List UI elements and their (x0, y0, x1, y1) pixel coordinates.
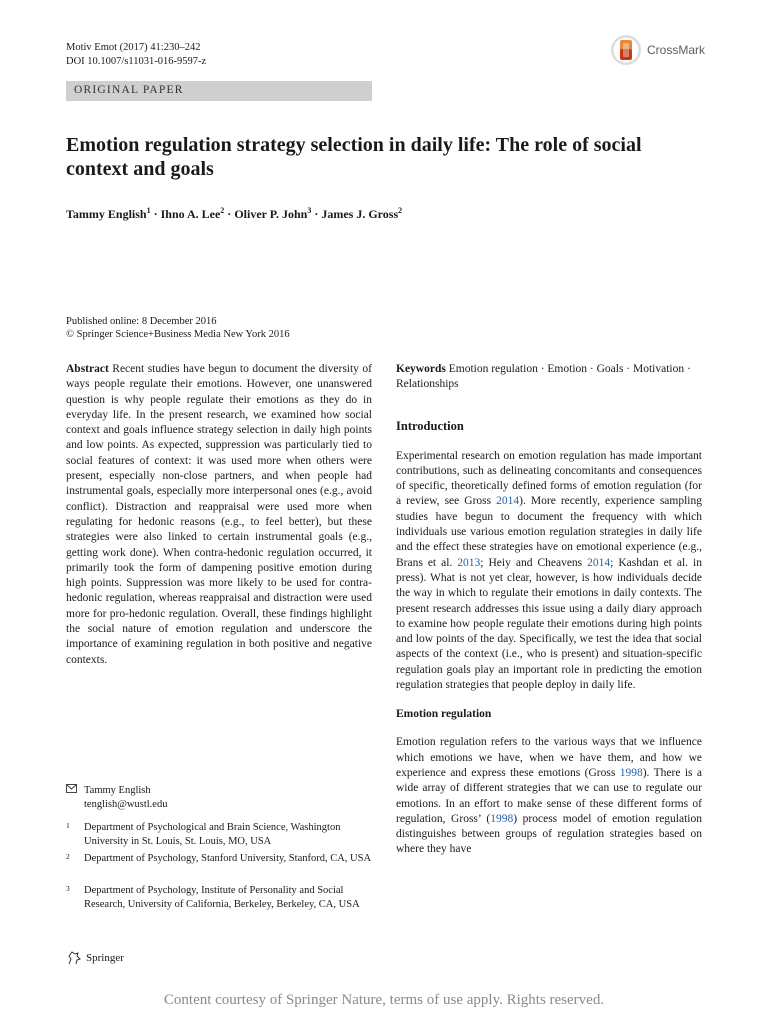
author-separator: · (224, 207, 235, 221)
affiliation-number: 3 (66, 884, 70, 893)
author-affiliation-marker: 2 (220, 206, 225, 215)
author-name[interactable]: James J. Gross (321, 207, 399, 221)
author-affiliation-marker: 3 (307, 206, 312, 215)
affiliation-text: Department of Psychology, Institute of Personality and Social Research, University of California, Berkeley, Berkeley, CA, USA (84, 885, 360, 910)
affiliation (66, 852, 372, 866)
keywords-text: Emotion regulation · Emotion · Goals · Motivation · Relationships (396, 363, 691, 391)
introduction-heading: Introduction (396, 418, 464, 433)
introduction-paragraph (396, 449, 702, 694)
crossmark-icon (610, 34, 642, 66)
envelope-icon (66, 784, 84, 811)
keywords-label: Keywords (396, 363, 446, 375)
copyright-notice: © Springer Science+Business Media New York 2016 (66, 329, 290, 340)
affiliation (66, 884, 372, 911)
crossmark-badge[interactable] (610, 34, 720, 66)
affiliation (66, 821, 372, 848)
corresponding-email[interactable]: tenglish@wustl.edu (84, 798, 168, 810)
emotion-regulation-heading: Emotion regulation (396, 708, 492, 721)
emotion-regulation-paragraph (396, 735, 702, 857)
affiliation-number: 1 (66, 821, 70, 830)
affiliation-text: Department of Psychology, Stanford University, Stanford, CA, USA (84, 853, 372, 864)
citation-link[interactable]: 1998 (490, 812, 514, 825)
author-separator: · (150, 207, 161, 221)
abstract (66, 362, 372, 668)
affiliation-text: Department of Psychological and Brain Science, Washington University in St. Louis, St. Louis, MO, USA (84, 822, 341, 847)
paper-type-label: ORIGINAL PAPER (74, 84, 184, 96)
citation-link[interactable]: 2013 (457, 556, 481, 569)
springer-horse-icon (66, 951, 82, 965)
paragraph-text: ; Kashdan et al. in press). What is not yet clear, however, is how individuals decide the way in which to regulate their emotions in daily contexts. The present research addresses this issue using a daily diary approach to examine how people regulate their emotions during high points and low points of the day. Specifically, we test the idea that social aspects of the context (i.e., who is present) and situation-specific regulation goals play an important role in predicting the emotion regulation strategies that people deploy in daily life. (396, 556, 702, 692)
paragraph-text: ) process model of emotion regulation distinguishes between groups of regulation strategies based on where they have (396, 812, 702, 856)
doi[interactable]: DOI 10.1007/s11031-016-9597-z (66, 56, 207, 67)
right-column (396, 362, 702, 858)
keywords (396, 362, 702, 393)
abstract-label: Abstract (66, 363, 109, 375)
citation-link[interactable]: 2014 (496, 495, 520, 508)
paragraph-text: Emotion regulation refers to the various ways that we influence which emotions we have, when we have them, and how we experience and express these emotions (Gross (396, 736, 702, 779)
author-affiliation-marker: 2 (398, 206, 403, 215)
published-online: Published online: 8 December 2016 (66, 316, 217, 327)
left-column (66, 362, 372, 668)
paragraph-text: ). There is a wide array of different strategies that we can use to regulate our emotions. In an effort to make sense of these different forms of regulation, Gross’ ( (396, 766, 702, 825)
author-name[interactable]: Tammy English (66, 207, 147, 221)
author-name[interactable]: Oliver P. John (234, 207, 308, 221)
crossmark-label: CrossMark (647, 43, 706, 57)
publisher-logo (66, 951, 124, 965)
publisher-name: Springer (86, 952, 124, 964)
paragraph-text: ; Heiy and Cheavens (480, 556, 588, 569)
paragraph-text: Experimental research on emotion regulation has made important contributions, such as delineating concomitants and consequences of specific, theoretically defined forms of emotion regulation (for a review, see Gross (396, 449, 702, 508)
article-title: Emotion regulation strategy selection in daily life: The role of social context and goals (66, 134, 642, 180)
author-name[interactable]: Ihno A. Lee (160, 207, 221, 221)
journal-reference: Motiv Emot (2017) 41:230–242 (66, 42, 201, 53)
paper-type-banner (66, 81, 372, 101)
correspondence (66, 784, 372, 811)
citation-link[interactable]: 2014 (587, 556, 611, 569)
corresponding-author: Tammy English (84, 785, 151, 796)
citation-link[interactable]: 1998 (619, 766, 643, 779)
affiliation-number: 2 (66, 852, 70, 861)
author-list (66, 203, 686, 222)
abstract-text: Recent studies have begun to document the diversity of ways people regulate their emotions. However, one unanswered question is why people regulate their emotions as they do in everyday life. In the present research, we examined how social context and goals influence strategy selection in daily high points and low points. As expected, suppression was particularly tied to social features of context: it was used more when others were present, especially non-close partners, and when people had instrumental goals, especially more interpersonal ones (e.g., avoid conflict). Distraction and reappraisal were used more when regulating for hedonic reasons (e.g., to feel better), but these strategies were also linked to certain instrumental goals (e.g., getting work done). When contra-hedonic regulation occurred, it primarily took the form of dampening positive emotion during high points. Suppression was more likely to be used for contra-hedonic regulation, whereas reappraisal and distraction were used more for pro-hedonic regulation. Overall, these findings highlight the social nature of emotion regulation and underscore the importance of examining regulation in both positive and negative contexts. (66, 363, 372, 666)
author-separator: · (311, 207, 322, 221)
footer-notice: Content courtesy of Springer Nature, terms of use apply. Rights reserved. (163, 992, 605, 1008)
author-affiliation-marker: 1 (146, 206, 151, 215)
paragraph-text: ). More recently, experience sampling studies have begun to document the frequency with which individuals use various emotion regulation strategies in daily life and the effect these strategies have on emotional experience (e.g., Brans et al. (396, 495, 702, 569)
